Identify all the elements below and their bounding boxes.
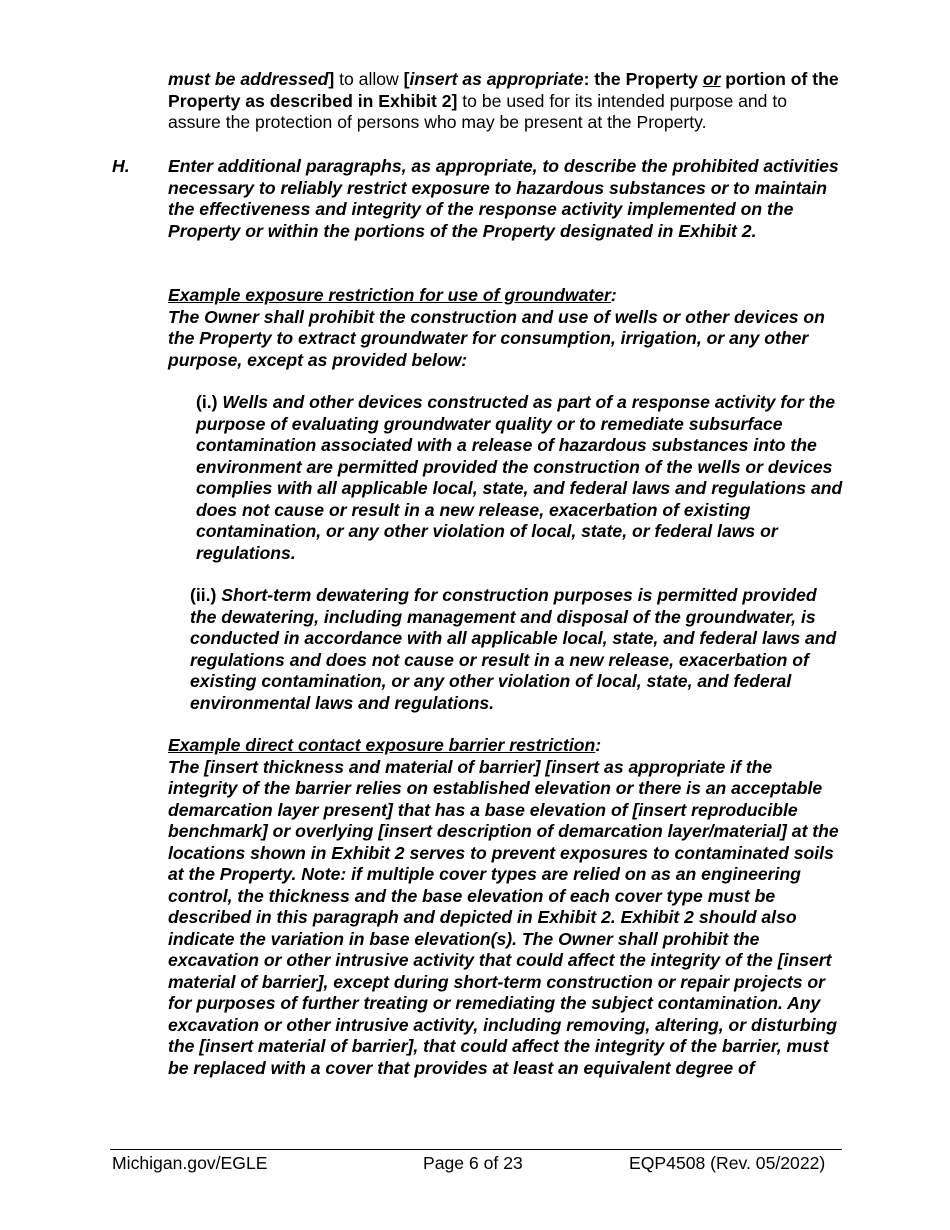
barrier-example [168, 735, 844, 1079]
footer-divider [110, 1149, 842, 1150]
item-ii-label: (ii.) [190, 585, 217, 605]
p1-the-property: : the Property [583, 69, 703, 89]
p1-to-allow: to allow [334, 69, 404, 89]
groundwater-example [168, 285, 844, 371]
section-h-text: Enter additional paragraphs, as appropriate, to describe the prohibited activities necessary to reliably restrict exposure to hazardous substances or to maintain the effectiveness and integrity of the response activity implemented on the Property or within the portions of the Property designated in Exhibit 2. [168, 156, 839, 241]
p1-bracket-close: ] [328, 69, 335, 89]
footer-page-number: Page 6 of 23 [423, 1153, 523, 1173]
item-i-text: Wells and other devices constructed as part of a response activity for the purpose of evaluating groundwater quality or to remediate subsurface contamination associated with a release of hazardous substances into the environment are permitted provided the construction of the wells or devices complies with all applicable local, state, and federal laws and regulations and does not cause or result in a new release, exacerbation of existing contamination, or any other violation of local, state, or federal laws or regulations. [196, 392, 843, 563]
item-i-label: (i.) [196, 392, 218, 412]
section-h-label: H. [112, 156, 130, 176]
footer-form-number: EQP4508 (Rev. 05/2022) [629, 1153, 826, 1173]
footer-website: Michigan.gov/EGLE [112, 1153, 268, 1173]
groundwater-heading-colon: : [610, 285, 617, 305]
p1-insert-as-appropriate: insert as appropriate [409, 69, 584, 89]
groundwater-item-ii [168, 585, 844, 714]
item-ii-text: Short-term dewatering for construction purposes is permitted provided the dewatering, including management and disposal of the groundwater, is conducted in accordance with all applicable local, state, and federal laws and regulations and does not cause or result in a new release, exacerbation of existing contamination, or any other violation of local, state, and federal environmental laws and regulations. [190, 585, 837, 713]
groundwater-item-i [168, 392, 844, 564]
p1-bracket-open: [ [403, 69, 410, 89]
p1-addressed: must be addressed [168, 69, 329, 89]
p1-portion: portion of the Property as described in Exhibit 2] [168, 69, 839, 111]
barrier-text: The [insert thickness and material of barrier] [insert as appropriate if the integrity of the barrier relies on established elevation or there is an acceptable demarcation layer present] that has a base elevation of [insert reproducible benchmark] or overlying [insert description of demarcation layer/material] at the locations shown in Exhibit 2 serves to prevent exposures to contaminated soils at the Property. Note: if multiple cover types are relied on as an engineering control, the thickness and the base elevation of each cover type must be described in this paragraph and depicted in Exhibit 2. Exhibit 2 should also indicate the variation in base elevation(s). The Owner shall prohibit the excavation or other intrusive activity that could affect the integrity of the [insert material of barrier], except during short-term construction or repair projects or for purposes of further treating or remediating the subject contamination. Any excavation or other intrusive activity, including removing, altering, or disturbing the [insert material of barrier], that could affect the integrity of the barrier, must be replaced with a cover that provides at least an equivalent degree of [168, 756, 839, 1078]
barrier-heading: Example direct contact exposure barrier restriction [168, 735, 596, 755]
intro-paragraph [168, 69, 844, 134]
groundwater-text: The Owner shall prohibit the construction and use of wells or other devices on the Property to extract groundwater for consumption, irrigation, or any other purpose, except as provided below: [168, 306, 825, 370]
p1-intended-purpose: to be used for its intended purpose and to assure the protection of persons who may be present at the Property. [168, 90, 788, 132]
groundwater-heading: Example exposure restriction for use of groundwater [168, 285, 611, 305]
barrier-heading-colon: : [595, 735, 602, 755]
p1-or: or [702, 69, 721, 89]
